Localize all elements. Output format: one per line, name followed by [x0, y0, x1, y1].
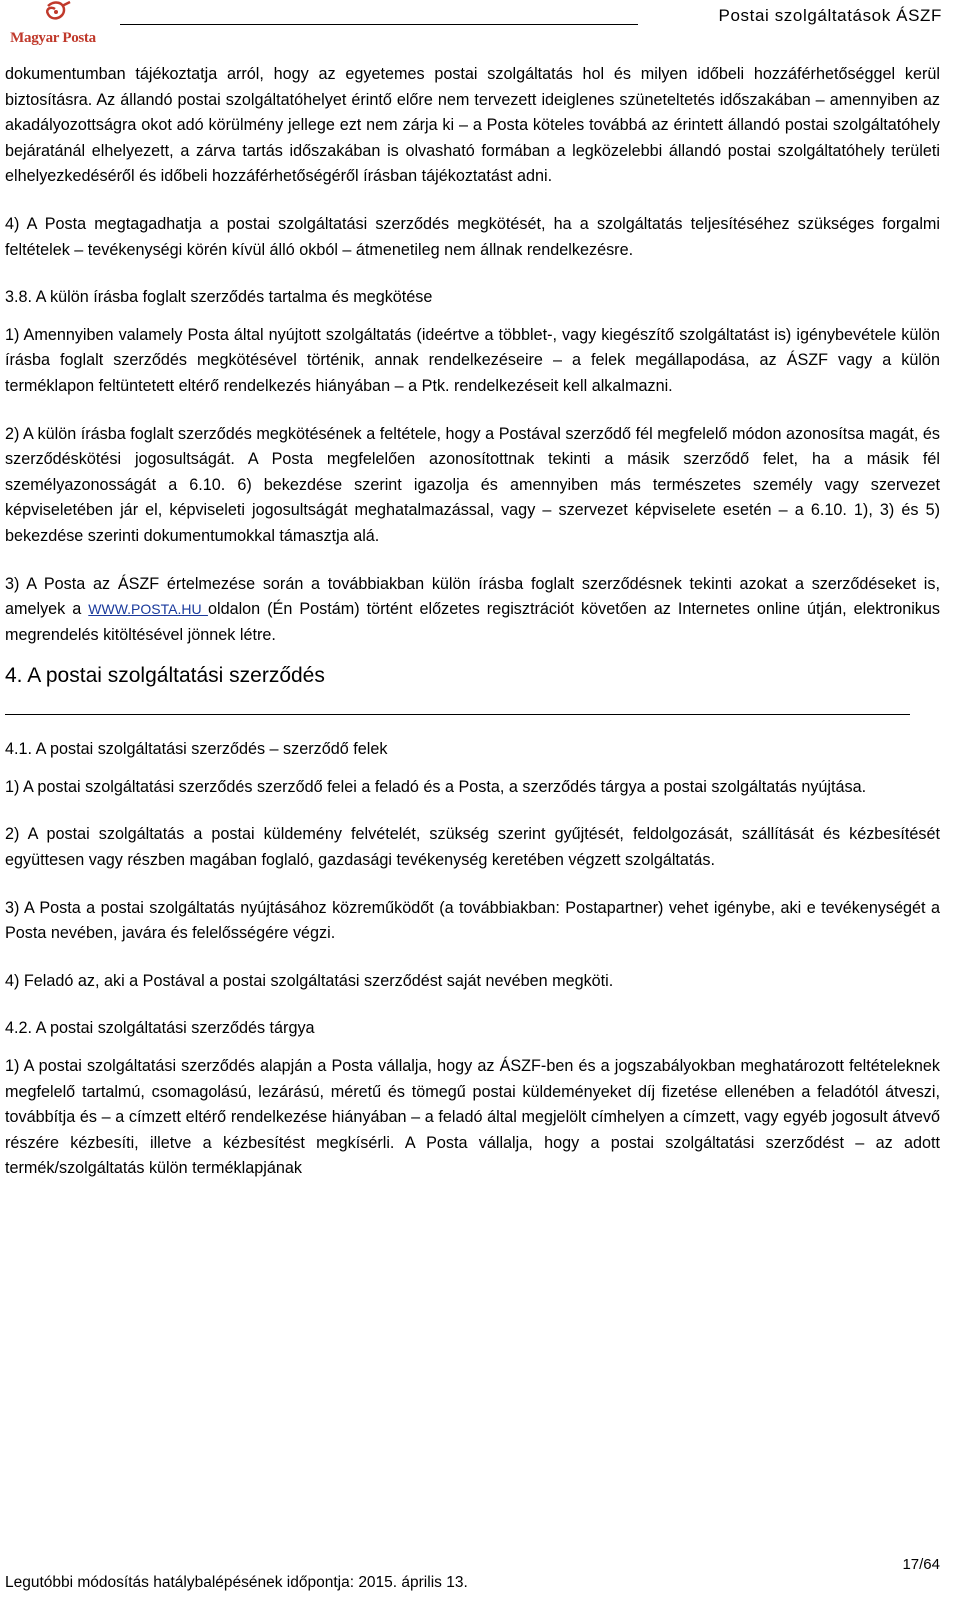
paragraph-continuation: dokumentumban tájékoztatja arról, hogy az egyetemes postai szolgáltatás hol és milyen időbeli hozzáférhetőséggel kerül biztosításra. Az állandó postai szolgáltatóhelyet érintő előre nem tervezett ideiglenes szüneteltetés időszakában – amennyiben az akadályozottságra okot adó körülmény jellege ezt nem zárja ki – a Posta köteles továbbá az érintett állandó postai szolgáltatóhely bejáratánál elhelyezett, a zárva tartás időszakában is olvasható formában a legközelebbi állandó postai szolgáltatóhely területi elhelyezkedéséről és időbeli hozzáférhetőségéről írásban tájékoztatást adni. — [5, 65, 940, 186]
header-title: Postai szolgáltatások ÁSZF — [718, 6, 942, 25]
posta-website-link[interactable]: WWW.POSTA.HU — [88, 601, 208, 618]
page-number: 17/64 — [902, 1556, 940, 1573]
paragraph-4-2-1: 1) A postai szolgáltatási szerződés alapján a Posta vállalja, hogy az ÁSZF-ben és a jogszabályokban meghatározott feltételeknek megfelelő tartalmú, csomagolású, lezárású, méretű és tömegű postai küldeményeket díj fizetése ellenében a feladótól átveszi, továbbítja és – a címzett eltérő rendelkezése hiányában – a feladó által megjelölt címhelyen a címzett, vagy egyéb jogosult átvevő részére kézbesíti, illetve a kézbesítést megkísérli. A Posta vállalja, hogy a postai szolgáltatási szerződést – az adott termék/szolgáltatás külön terméklapjának — [5, 1057, 940, 1178]
section-heading-4-2: 4.2. A postai szolgáltatási szerződés tárgya — [5, 1019, 315, 1038]
paragraph-4-1-3: 3) A Posta a postai szolgáltatás nyújtásához közreműködőt (a továbbiakban: Postapartner) vehet igénybe, aki e tevékenységét a Posta nevében, javára és felelősségére végzi. — [5, 898, 940, 943]
document-body — [5, 62, 940, 1182]
paragraph-text: oldalon (Én Postám) történt előzetes regisztrációt követően az Internetes online útján, elektronikus megrendelés kitöltésével jönnek létre. — [5, 600, 941, 644]
chapter-heading-4: 4. A postai szolgáltatási szerződés — [5, 664, 325, 688]
paragraph-4: 4) A Posta megtagadhatja a postai szolgáltatási szerződés megkötését, ha a szolgáltatás teljesítéséhez szükséges forgalmi feltételek – tevékenységi körén kívül álló okból – átmenetileg nem állnak rendelkezésre. — [5, 214, 940, 259]
paragraph-text: 3) A Posta az ÁSZF értelmezése során a továbbiakban külön írásba foglalt szerződésnek tekinti azokat a szerződéseket is, amelyek a — [5, 574, 940, 619]
paragraph-4-1-1: 1) A postai szolgáltatási szerződés szerződő felei a feladó és a Posta, a szerződés tárgya a postai szolgáltatás nyújtása. — [5, 777, 867, 796]
magyar-posta-logo — [10, 0, 92, 56]
paragraph-4-1-2: 2) A postai szolgáltatás a postai küldemény felvételét, szükség szerint gyűjtését, feldolgozását, szállítását és kézbesítését együttesen vagy részben magában foglaló, gazdasági tevékenység keretében végzett szolgáltatás. — [5, 825, 940, 870]
footer-effective-date: Legutóbbi módosítás hatálybalépésének időpontja: 2015. április 13. — [5, 1574, 468, 1591]
header-rule — [120, 24, 638, 25]
paragraph-3-8-3 — [5, 572, 940, 649]
logo-text: Magyar Posta — [10, 30, 96, 46]
paragraph-4-1-4: 4) Feladó az, aki a Postával a postai szolgáltatási szerződést saját nevében megköti. — [5, 971, 614, 990]
chapter-rule — [5, 714, 910, 715]
paragraph-3-8-2: 2) A külön írásba foglalt szerződés megkötésének a feltétele, hogy a Postával szerződő fél megfelelő módon azonosítsa magát, és szerződéskötési jogosultságát. A Posta megfelelően azonosítottnak tekinti a másik szerződő felet, ha a másik fél személyazonosságát a 6.10. 6) bekezdése szerint igazolja és amennyiben más természetes személy vagy szervezet képviseletében jár el, képviseleti jogosultságát meghatalmazással, vagy – szervezet képviselete esetén – a 6.10. 1), 3) és 5) bekezdése szerinti dokumentumokkal támasztja alá. — [5, 424, 940, 545]
section-heading-3-8: 3.8. A külön írásba foglalt szerződés tartalma és megkötése — [5, 288, 433, 307]
paragraph-3-8-1: 1) Amennyiben valamely Posta által nyújtott szolgáltatás (ideértve a többlet-, vagy kiegészítő szolgáltatást is) igénybevétele külön írásba foglalt szerződés megkötésével történik, annak rendelkezéseire – a felek megállapodása, az ÁSZF vagy a külön terméklapon feltüntetett eltérő rendelkezés hiányában – a Ptk. rendelkezéseit kell alkalmazni. — [5, 325, 940, 395]
section-heading-4-1: 4.1. A postai szolgáltatási szerződés – szerződő felek — [5, 740, 388, 759]
